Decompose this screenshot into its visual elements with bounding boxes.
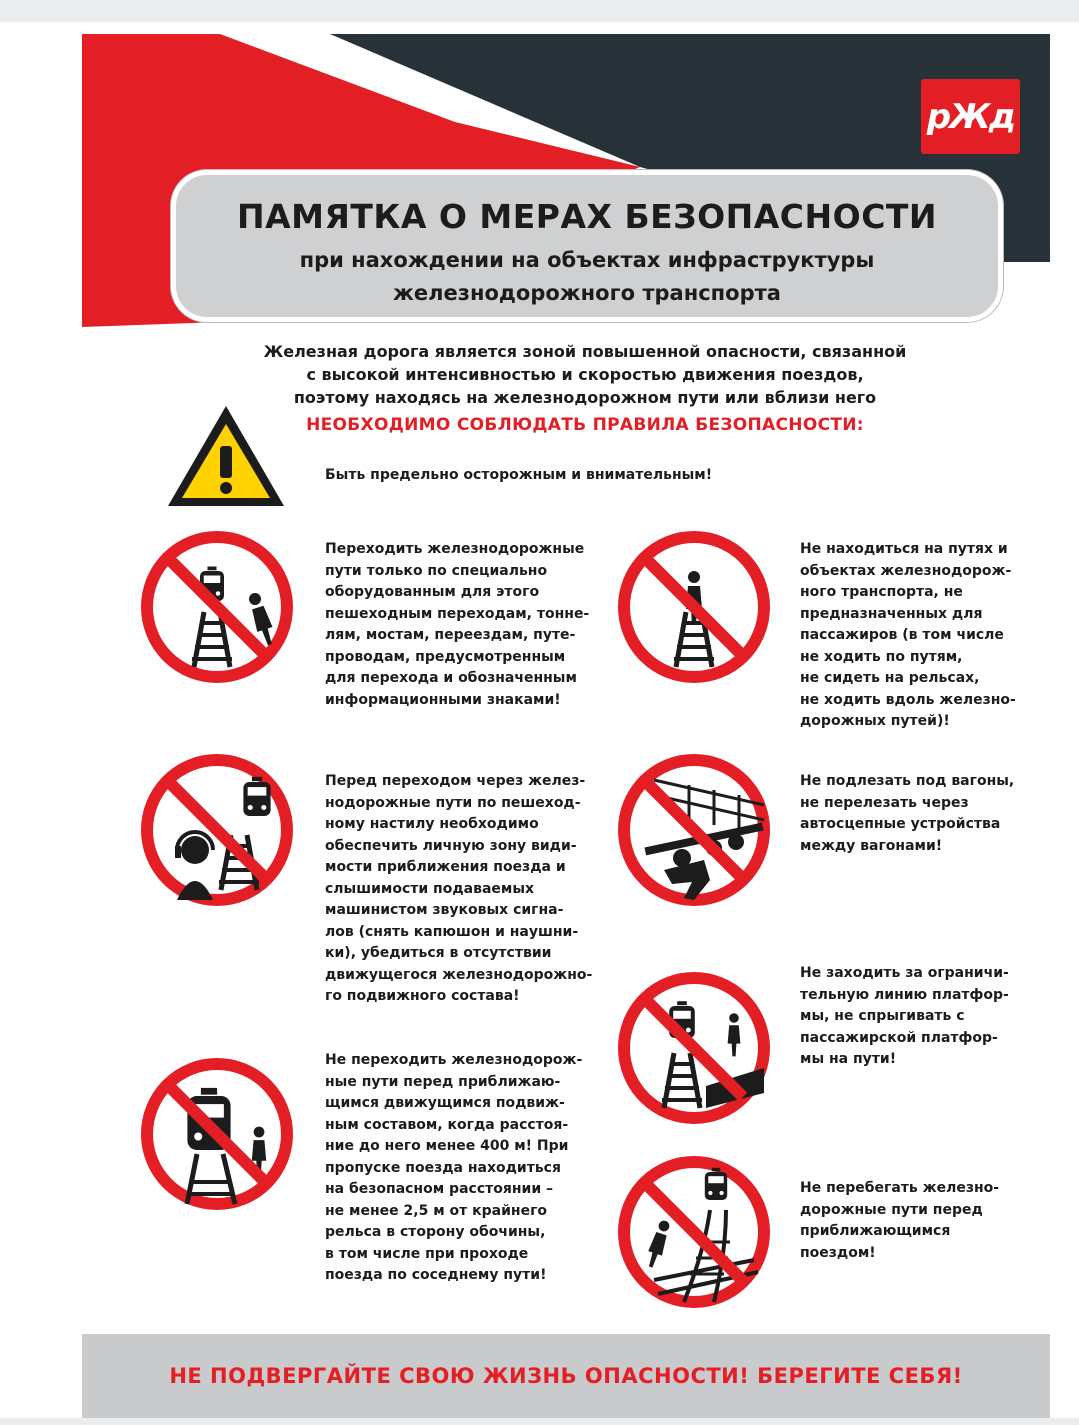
footer-banner [82,1334,1050,1418]
no-running-across-icon [614,1152,774,1312]
intro-text [190,340,980,409]
no-crossing-tracks-icon [137,527,297,687]
rule-text-on-tracks: Не находиться на путях и объектах железнодорож- ного транспорта, не предназначенных для пассажиров (в том числе не ходить по путям, не сидеть на рельсах, не ходить вдоль железно- дорожных путей)! [800,541,1016,729]
no-crawling-under-wagons-icon [614,750,774,910]
rule-text-wagons: Не подлезать под вагоны, не перелезать через автосцепные устройства между вагонами! [800,773,1015,854]
rule-text-crossing: Переходить железнодорожные пути только по специально оборудованным для этого пешеходным переходам, тонне- лям, мостам, переездам, путе- проводам, предусмотренным для перехода и обозначенным информационными знаками! [325,541,590,708]
rule-text-platform: Не заходить за ограничи- тельную линию платфор- мы, не спрыгивать с пассажирской платфор- мы на пути! [800,965,1009,1067]
intro-line: поэтому находясь на железнодорожном пути или вблизи него [293,388,877,407]
intro-line: с высокой интенсивностью и скоростью движения поездов, [306,365,864,384]
page-title: ПАМЯТКА О МЕРАХ БЕЗОПАСНОСТИ [236,197,938,236]
no-crossing-before-train-icon [137,1054,297,1214]
no-headphones-icon [137,750,297,910]
footer-text: НЕ ПОДВЕРГАЙТЕ СВОЮ ЖИЗНЬ ОПАСНОСТИ! БЕРЕГИТЕ СЕБЯ! [169,1364,963,1388]
no-walking-on-tracks-icon [614,527,774,687]
rzd-logo: рЖд [921,79,1020,154]
intro-warning: НЕОБХОДИМО СОБЛЮДАТЬ ПРАВИЛА БЕЗОПАСНОСТИ: [306,415,864,435]
caution-text: Быть предельно осторожным и внимательным! [325,467,713,483]
page-subtitle-line2: железнодорожного транспорта [393,280,781,305]
page-subtitle-line1: при нахождении на объектах инфраструктуры [299,248,875,272]
rule-text-before-train: Не переходить железнодорож- ные пути перед приближаю- щимся движущимся подвиж- ным составом, когда расстоя- ние до него менее 400 м! При пропуске поезда находиться на безопасном расстоянии – не менее 2,5 м от крайнего рельса в сторону обочины, в том числе при проходе поезда по соседнему пути! [325,1052,583,1283]
rule-text-running: Не перебегать железно- дорожные пути перед приближающимся поездом! [800,1180,1000,1261]
intro-line: Железная дорога является зоной повышенной опасности, связанной [263,342,907,361]
no-platform-edge-icon [614,968,774,1128]
poster [0,22,1079,1418]
rule-text-headphones: Перед переходом через желез- нодорожные пути по пешеход- ному настилу необходимо обеспечить личную зону види- мости приближения поезда и слышимости подаваемых машинистом звуковых сигна- лов (снять капюшон и наушни- ки), убедиться в отсутствии движущегося железнодорожно- го подвижного состава! [325,773,593,1004]
warning-triangle-icon [164,402,288,510]
title-box [171,170,1003,322]
